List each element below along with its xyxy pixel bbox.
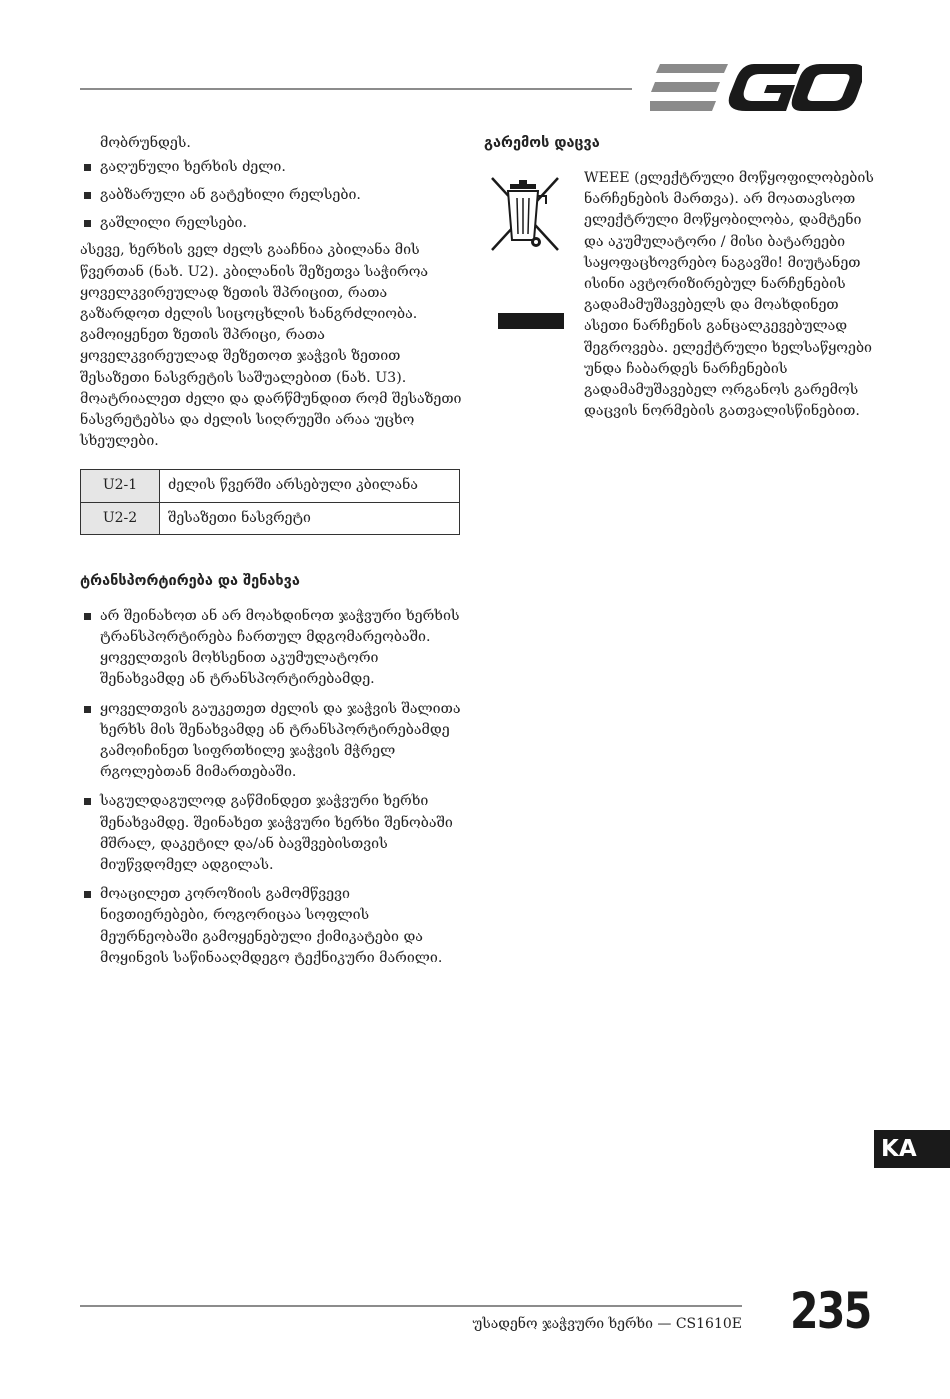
weee-block: [484, 168, 874, 422]
weee-black-bar: [498, 313, 564, 329]
transport-storage-list: [80, 606, 462, 969]
header-rule: [80, 88, 632, 90]
weee-paragraph: WEEE (ელექტრული მოწყოფილობების ნარჩენების მართვა). არ მოათავსოთ ელექტრული მოწყობილობა, დამტენი და აკუმულატორი / მისი ბატარეები საყოფაცხოვრებო ნაგავში! მიუტანეთ ისინი ავტორიზირებულ ნარჩენების გადამამუშავებელს და მოახდინეთ ასეთი ნარჩენის განცალკევებულად შეგროვება. ელექტრული ხელსაწყოები უნდა ჩაბარდეს ნარჩენების გადამამუშავებელ ორგანოს გარემოს დაცვის ნორმების გათვალისწინებით.: [584, 170, 874, 420]
chain-bar-check-list: [80, 157, 462, 234]
legend-code: U2-2: [81, 502, 160, 534]
language-tab: KA: [874, 1130, 950, 1168]
crossed-out-wheelie-bin-icon: [488, 174, 568, 254]
list-item: მოაცილეთ კოროზიის გამომწვევი ნივთიერებები, როგორიცაა სოფლის მეურნეობაში გამოყენებული ქიმიკატები და მოყინვის საწინააღმდეგო ტექნიკური მარილი.: [80, 884, 462, 969]
transport-storage-heading: ტრანსპორტირება და შენახვა: [80, 572, 300, 589]
footer-product-title: უსადენო ჯაჭვური ხერხი — CS1610E: [472, 1316, 742, 1332]
ego-logo: [650, 64, 862, 114]
environmental-protection-heading: გარემოს დაცვა: [484, 135, 600, 151]
sprocket-lubrication-paragraph: ასევე, ხერხის ველ ძელს გააჩნია კბილანა მის წვერთან (ნახ. U2). კბილანის შეზეთვა საჭიროა ყოველკვირეულად ზეთის შპრიცით, რათა გაზარდოთ ძელის სიცოცხლის ხანგრძლიობა. გამოიყენეთ ზეთის შპრიცი, რათა ყოველკვირეულად შეზეთოთ ჯაჭვის ზეთით შესაზეთი ნასვრეტის საშუალებით (ნახ. U3). მოატრიალეთ ძელი და დარწმუნდით რომ შესაზეთი ნასვრეტებსა და ძელის სიღრუეში არაა უცხო სხეულები.: [80, 242, 462, 450]
list-item: გაღუნული ხერხის ძელი.: [80, 157, 462, 178]
page-number: 235: [790, 1282, 871, 1340]
right-column: [484, 133, 874, 422]
list-item: გაშლილი რელსები.: [80, 213, 462, 234]
legend-description: ძელის წვერში არსებული კბილანა: [160, 470, 460, 502]
continuation-text: მობრუნდეს.: [100, 135, 191, 151]
list-item: გაბზარული ან გატეხილი რელსები.: [80, 185, 462, 206]
list-item: საგულდაგულოდ გაწმინდეთ ჯაჭვური ხერხი შენახვამდე. შეინახეთ ჯაჭვური ხერხი შენობაში მშრალ, დაკეტილ და/ან ბავშვებისთვის მიუწვდომელ ადგილას.: [80, 791, 462, 876]
table-row: [81, 470, 460, 502]
list-item: ყოველთვის გაუკეთეთ ძელის და ჯაჭვის შალითა ხერხს მის შენახვამდე ან ტრანსპორტირებამდე გამოიჩინეთ სიფრთხილე ჯაჭვის მჭრელ რგოლებთან მიმართებაში.: [80, 699, 462, 784]
table-row: [81, 502, 460, 534]
legend-code: U2-1: [81, 470, 160, 502]
footer-rule: [80, 1305, 742, 1307]
list-item: არ შეინახოთ ან არ მოახდინოთ ჯაჭვური ხერხის ტრანსპორტირება ჩართულ მდგომარეობაში. ყოველთვის მოხსენით აკუმულატორი შენახვამდე ან ტრანსპორტირებამდე.: [80, 606, 462, 691]
legend-description: შესაზეთი ნასვრეტი: [160, 502, 460, 534]
figure-legend-table: [80, 469, 460, 534]
left-column: [80, 133, 462, 977]
